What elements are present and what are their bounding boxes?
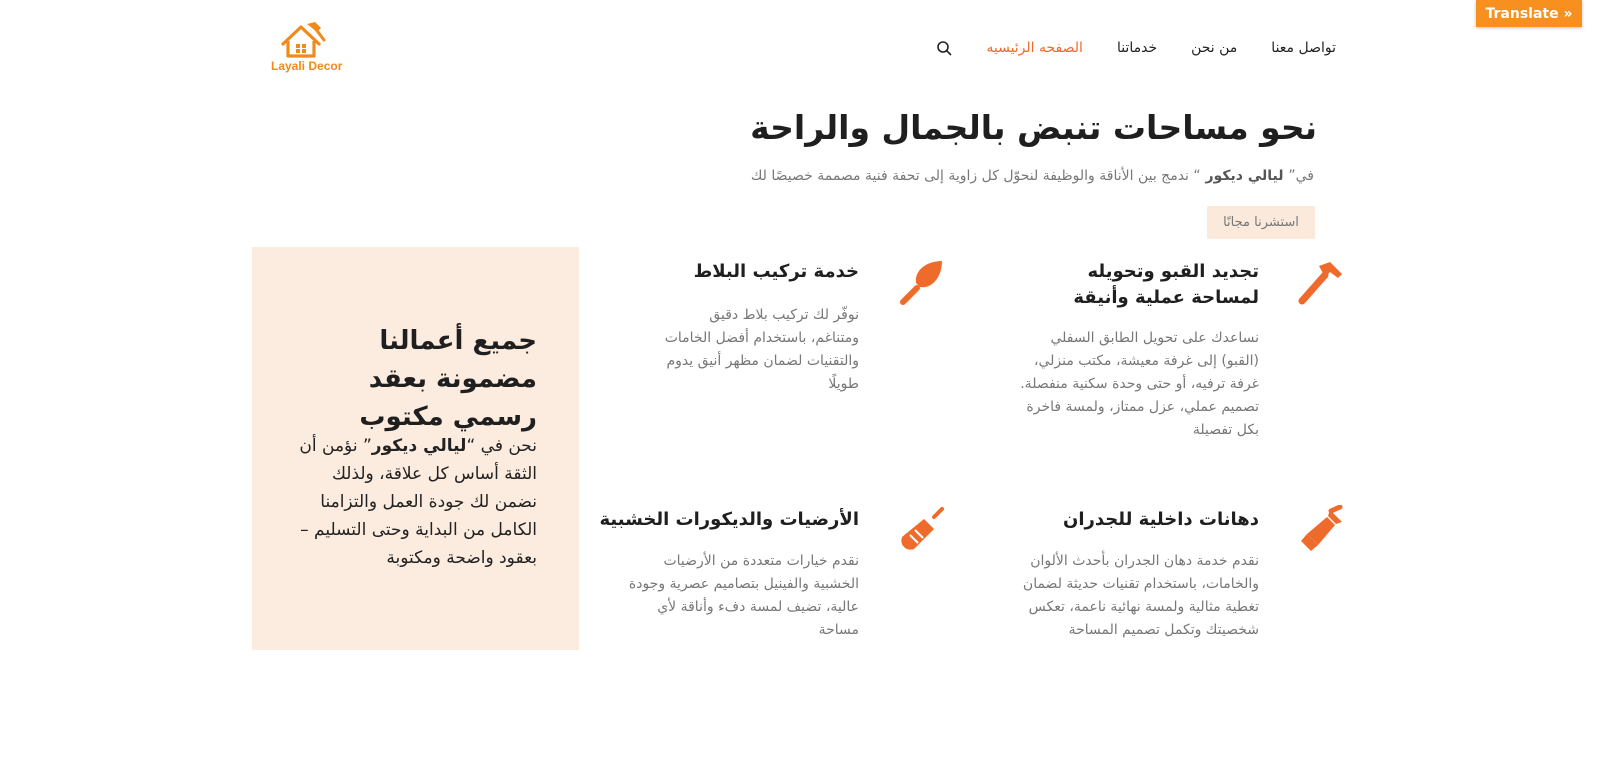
service-text-basement: نساعدك على تحويل الطابق السفلي (القبو) إلى غرفة معيشة، مكتب منزلي، غرفة ترفيه، أو حتى وحدة سكنية منفصلة. تصميم عملي، عزل ممتاز، ولمسة فاخرة بكل تفصيلة — [1020, 330, 1259, 438]
nav-about[interactable]: من نحن — [1191, 40, 1238, 56]
logo-text: Layali Decor — [271, 59, 343, 73]
service-text-tiles: نوفّر لك تركيب بلاط دقيق ومتناغم، باستخدام أفضل الخامات والتقنيات لضمان مظهر أنيق يدوم طويلًا — [664, 307, 859, 392]
service-title-painting: دهانات داخلية للجدران — [1063, 509, 1259, 530]
guarantee-title: جميع أعمالنا مضمونة بعقد رسمي مكتوب — [359, 326, 537, 432]
main-nav — [936, 40, 1336, 56]
hammer-icon — [1296, 259, 1346, 309]
service-title-basement: تجديد القبو وتحويله لمساحة عملية وأنيقة — [1073, 261, 1259, 308]
hero-title: نحو مساحات تنبض بالجمال والراحة — [750, 108, 1317, 147]
guarantee-body-prefix: نحن في “ — [466, 436, 537, 456]
nav-home[interactable]: الصفحه الرئيسيه — [986, 40, 1083, 56]
hero-subtitle — [751, 168, 1314, 184]
service-title-flooring: الأرضيات والديكورات الخشبية — [599, 509, 859, 530]
nav-contact[interactable]: تواصل معنا — [1271, 40, 1336, 56]
logo[interactable] — [265, 18, 345, 78]
guarantee-body-rest: ” نؤمن أن الثقة أساس كل علاقة، ولذلك نضمن لك جودة العمل والتزامنا الكامل من البداية وحتى التسليم – بعقود واضحة ومكتوبة — [299, 436, 537, 568]
search-icon[interactable] — [936, 40, 952, 56]
house-logo-icon — [265, 18, 345, 62]
screwdriver-icon — [896, 505, 946, 555]
free-consultation-button[interactable]: استشرنا مجانًا — [1207, 206, 1315, 239]
service-text-flooring: نقدم خيارات متعددة من الأرضيات الخشبية والفينيل بتصاميم عصرية وجودة عالية، تضيف لمسة دفء وأناقة لأي مساحة — [628, 553, 859, 638]
service-title-tiles: خدمة تركيب البلاط — [693, 261, 859, 282]
nav-services[interactable]: خدماتنا — [1116, 40, 1158, 56]
translate-button[interactable]: Translate » — [1476, 0, 1582, 27]
paint-brush-icon — [1296, 505, 1346, 555]
guarantee-body — [287, 432, 537, 572]
service-text-painting: نقدم خدمة دهان الجدران بأحدث الألوان والخامات، باستخدام تقنيات حديثة لضمان تغطية مثالية ولمسة نهائية ناعمة، تعكس شخصيتك وتكمل تصميم المساحة — [1022, 553, 1259, 638]
guarantee-body-brand: ليالي ديكور — [371, 436, 467, 456]
hero-subtitle-brand: ليالي ديكور — [1200, 168, 1289, 184]
hero-subtitle-prefix: في” — [1288, 168, 1314, 184]
hero-subtitle-rest: “ ندمج بين الأناقة والوظيفة لنحوّل كل زاوية إلى تحفة فنية مصممة خصيصًا لك — [750, 168, 1201, 184]
trowel-icon — [896, 259, 946, 309]
guarantee-panel — [252, 247, 579, 650]
